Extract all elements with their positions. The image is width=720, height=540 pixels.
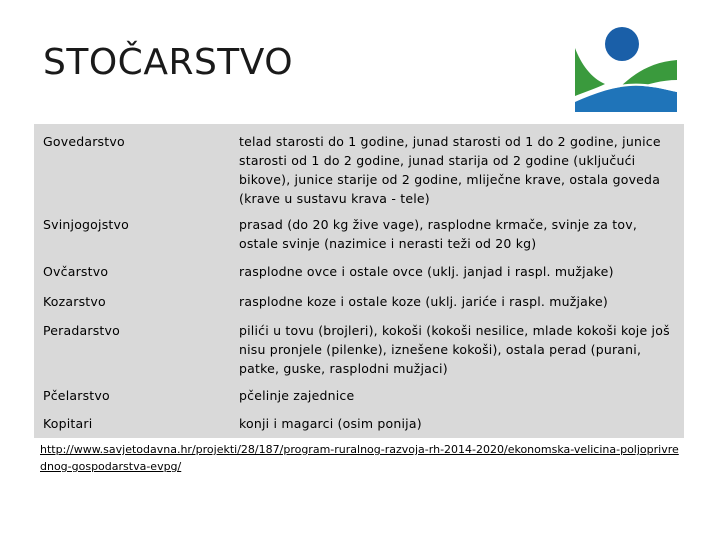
livestock-table bbox=[34, 124, 684, 438]
category-cell: Svinjogojstvo bbox=[43, 217, 129, 232]
logo-circle bbox=[605, 27, 639, 61]
source-link[interactable]: http://www.savjetodavna.hr/projekti/28/187/program-ruralnog-razvoja-rh-2014-2020/ekonomska-velicina-poljoprivrednog-gospodarstva-evpg/ bbox=[40, 443, 679, 473]
description-cell: rasplodne ovce i ostale ovce (uklj. janjad i raspl. mužjake) bbox=[239, 264, 614, 279]
table-row bbox=[34, 124, 684, 209]
agency-logo-icon bbox=[567, 22, 685, 118]
table-row bbox=[34, 311, 684, 378]
category-cell: Govedarstvo bbox=[43, 134, 125, 149]
category-cell: Kozarstvo bbox=[43, 294, 106, 309]
description-cell: pčelinje zajednice bbox=[239, 388, 355, 403]
table-row bbox=[34, 405, 684, 433]
description-cell: konji i magarci (osim ponija) bbox=[239, 416, 422, 431]
category-cell: Kopitari bbox=[43, 416, 93, 431]
page-title: STOČARSTVO bbox=[43, 42, 294, 83]
table-row bbox=[34, 282, 684, 311]
table-row bbox=[34, 253, 684, 282]
description-cell: pilići u tovu (brojleri), kokoši (kokoši nesilice, mlade kokoši koje još nisu pronjele (pilenke), iznešene kokoši), ostala perad (purani, patke, guske, rasplodni mužjaci) bbox=[239, 323, 670, 376]
category-cell: Peradarstvo bbox=[43, 323, 120, 338]
logo-left-hill bbox=[575, 48, 605, 96]
description-cell: rasplodne koze i ostale koze (uklj. jariće i raspl. mužjake) bbox=[239, 294, 609, 309]
table-row bbox=[34, 209, 684, 253]
category-cell: Pčelarstvo bbox=[43, 388, 110, 403]
description-cell: telad starosti do 1 godine, junad starosti od 1 do 2 godine, junice starosti od 1 do 2 godine, junad starija od 2 godine (uključući bikove), junice starije od 2 godine, mliječne krave, ostala goveda (krave u sustavu krava - tele) bbox=[239, 134, 661, 206]
table-row bbox=[34, 378, 684, 405]
description-cell: prasad (do 20 kg žive vage), rasplodne krmače, svinje za tov, ostale svinje (nazimice i nerasti teži od 20 kg) bbox=[239, 217, 638, 251]
category-cell: Ovčarstvo bbox=[43, 264, 109, 279]
